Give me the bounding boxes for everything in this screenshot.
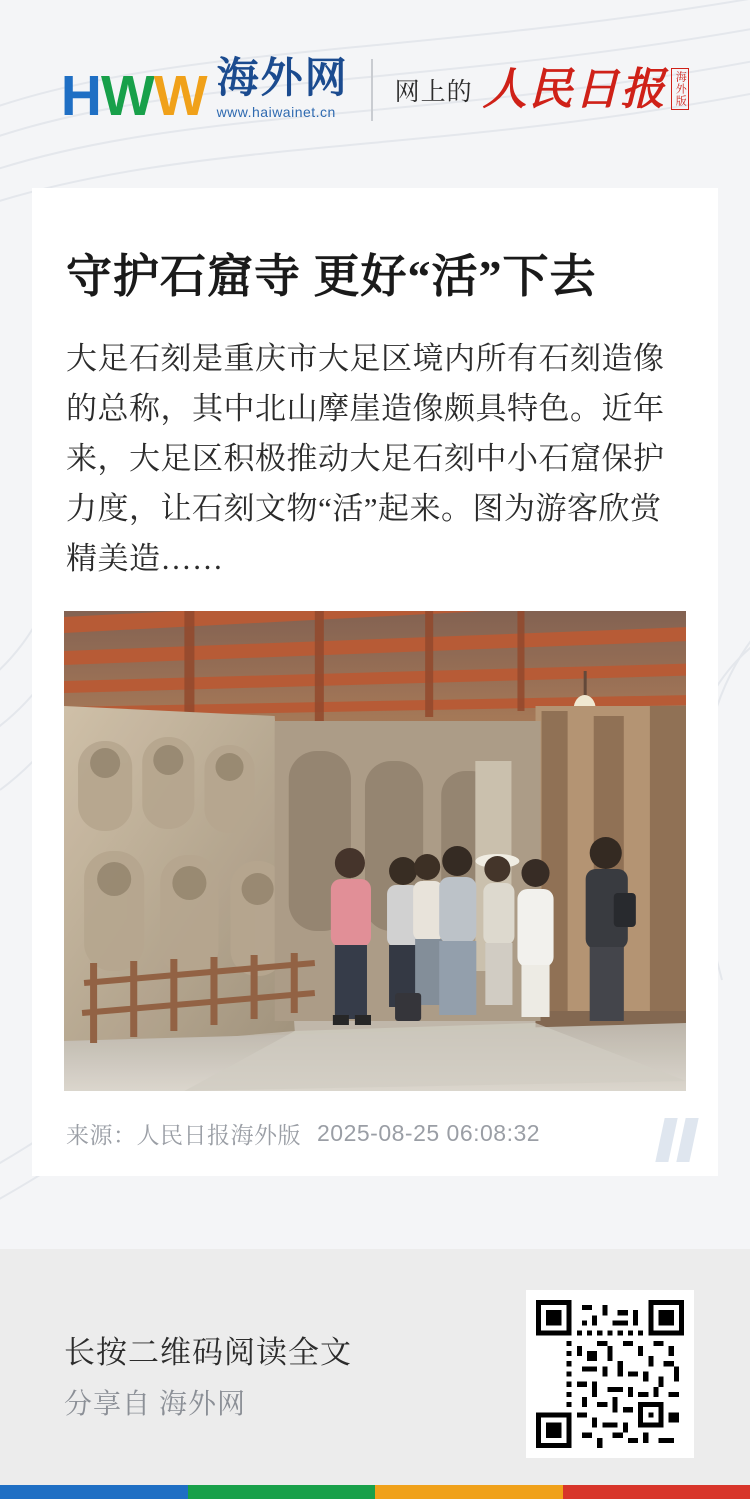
bar-segment-blue <box>0 1485 188 1499</box>
haiwainet-logo <box>60 54 349 129</box>
hww-letters <box>60 64 207 129</box>
article-summary: 大足石刻是重庆市大足区境内所有石刻造像的总称，其中北山摩崖造像颇具特色。近年来，大足区积极推动大足石刻中小石窟保护力度，让石刻文物“活”起来。图为游客欣赏精美造…… <box>66 340 665 577</box>
article-card <box>32 188 718 1176</box>
article-photo <box>64 611 686 1091</box>
logo-chinese-name: 海外网 <box>216 54 349 102</box>
footer-primary-text: 长按二维码阅读全文 <box>64 1334 352 1370</box>
article-meta <box>66 1117 686 1150</box>
logo-url: www.haiwainet.cn <box>216 103 336 120</box>
quote-decoration <box>660 1118 694 1162</box>
header-divider <box>371 59 373 121</box>
partner-logo-block <box>394 65 690 114</box>
partner-edition-badge: 海外版 <box>671 68 690 110</box>
partner-logo-text: 人民日报 <box>482 65 667 114</box>
site-header <box>0 0 750 180</box>
qr-code[interactable] <box>526 1290 694 1458</box>
partner-prefix: 网上的 <box>394 78 473 106</box>
quote-bar-2 <box>676 1118 698 1162</box>
share-footer <box>0 1249 750 1499</box>
partner-logo-wrap <box>482 65 690 114</box>
source-name: 人民日报海外版 <box>136 1121 301 1148</box>
bar-segment-red <box>563 1485 750 1499</box>
bar-segment-green <box>188 1485 376 1499</box>
logo-letter-w1: W <box>100 64 154 129</box>
source-label: 来源： <box>66 1121 137 1148</box>
bottom-color-bar <box>0 1485 750 1499</box>
timestamp: 2025-08-25 06:08:32 <box>317 1119 541 1146</box>
logo-text-block <box>217 56 349 123</box>
footer-secondary-text: 分享自 海外网 <box>64 1388 247 1420</box>
page-title: 守护石窟寺 更好“活”下去 <box>66 251 597 302</box>
footer-text-block <box>64 1327 526 1422</box>
source-text <box>66 1117 301 1150</box>
bar-segment-orange <box>375 1485 563 1499</box>
logo-letter-w2: W <box>153 64 207 129</box>
logo-row <box>60 54 689 129</box>
logo-letter-h: H <box>60 64 101 129</box>
